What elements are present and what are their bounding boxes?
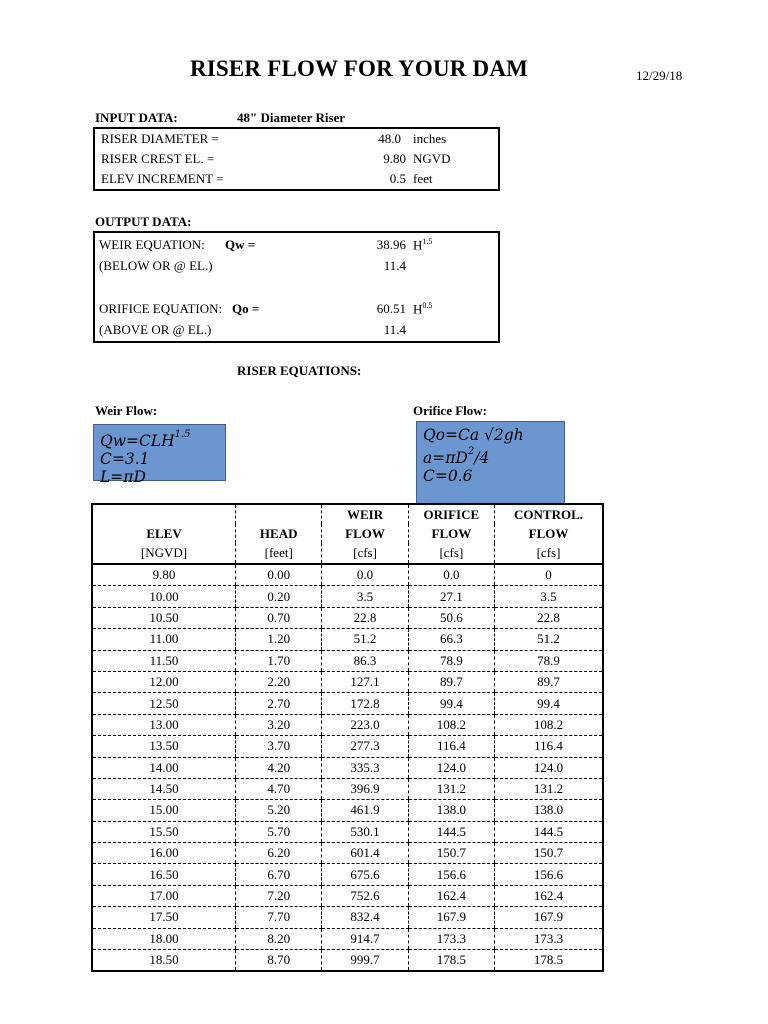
table-cell: 86.3 bbox=[322, 650, 408, 671]
table-cell: 2.70 bbox=[236, 693, 322, 714]
input-row-label: ELEV INCREMENT = bbox=[101, 171, 224, 186]
table-cell: 13.50 bbox=[92, 736, 236, 757]
table-cell: 14.50 bbox=[92, 778, 236, 799]
table-row bbox=[92, 778, 603, 799]
table-cell: 138.0 bbox=[408, 800, 494, 821]
orifice-formula-line: $a=\pi D^2/4$ bbox=[423, 446, 490, 468]
table-cell: ORIFICE bbox=[408, 504, 494, 524]
table-cell: 131.2 bbox=[408, 778, 494, 799]
table-cell: 162.4 bbox=[408, 885, 494, 906]
table-cell: 335.3 bbox=[322, 757, 408, 778]
table-cell: 0.20 bbox=[236, 586, 322, 607]
orifice-formula-line: C=0.6 bbox=[423, 467, 473, 486]
input-row-label: RISER DIAMETER = bbox=[101, 131, 219, 146]
table-row bbox=[92, 757, 603, 778]
table-cell: 10.00 bbox=[92, 586, 236, 607]
table-cell: 16.50 bbox=[92, 864, 236, 885]
weir-condition-label: (BELOW OR @ EL.) bbox=[99, 258, 213, 273]
table-row bbox=[92, 564, 603, 586]
table-cell: 0.0 bbox=[322, 564, 408, 586]
table-header-row bbox=[92, 524, 603, 543]
table-cell: 3.5 bbox=[495, 586, 603, 607]
table-cell: 99.4 bbox=[408, 693, 494, 714]
input-row-value: 0.5 bbox=[389, 171, 406, 186]
table-cell: 116.4 bbox=[495, 736, 603, 757]
table-cell: 50.6 bbox=[408, 607, 494, 628]
orifice-exponent-unit bbox=[413, 301, 432, 317]
weir-condition-value: 11.4 bbox=[383, 258, 406, 273]
table-cell: WEIR bbox=[322, 504, 408, 524]
table-cell: 15.00 bbox=[92, 800, 236, 821]
table-cell: 78.9 bbox=[495, 650, 603, 671]
weir-formula-exp: 1.5 bbox=[174, 429, 191, 440]
output-data-label: OUTPUT DATA: bbox=[95, 214, 192, 229]
table-cell: 6.70 bbox=[236, 864, 322, 885]
table-cell: 51.2 bbox=[322, 629, 408, 650]
table-cell: 9.80 bbox=[92, 564, 236, 586]
date-label: 12/29/18 bbox=[636, 68, 683, 83]
riser-equations-label: RISER EQUATIONS: bbox=[237, 363, 362, 378]
orifice-equation-label: ORIFICE EQUATION: bbox=[99, 301, 223, 316]
weir-formula-line: L=πD bbox=[100, 468, 146, 487]
table-cell: 1.70 bbox=[236, 650, 322, 671]
table-cell: 4.70 bbox=[236, 778, 322, 799]
orifice-flow-label: Orifice Flow: bbox=[413, 403, 487, 418]
table-cell: 144.5 bbox=[408, 821, 494, 842]
table-cell: 116.4 bbox=[408, 736, 494, 757]
table-cell: 2.20 bbox=[236, 671, 322, 692]
orifice-h: H bbox=[413, 301, 423, 317]
table-cell: 162.4 bbox=[495, 885, 603, 906]
table-cell: 601.4 bbox=[322, 843, 408, 864]
table-row bbox=[92, 800, 603, 821]
page-title: RISER FLOW FOR YOUR DAM bbox=[189, 56, 529, 81]
table-cell: 11.00 bbox=[92, 629, 236, 650]
table-cell: 178.5 bbox=[495, 950, 603, 972]
table-cell: 223.0 bbox=[322, 714, 408, 735]
table-cell: 89.7 bbox=[408, 671, 494, 692]
orifice-exponent: 0.5 bbox=[422, 301, 433, 310]
orifice-formula-line: Qo=Ca √2gh bbox=[423, 426, 524, 444]
table-cell: HEAD bbox=[236, 524, 322, 543]
table-units-row bbox=[92, 543, 603, 564]
weir-formula-box bbox=[93, 424, 226, 487]
table-cell: 12.00 bbox=[92, 671, 236, 692]
table-cell: 156.6 bbox=[408, 864, 494, 885]
table-cell: 172.8 bbox=[322, 693, 408, 714]
table-cell: 167.9 bbox=[495, 907, 603, 928]
table-cell: 675.6 bbox=[322, 864, 408, 885]
table-cell bbox=[236, 504, 322, 524]
input-subtitle: 48" Diameter Riser bbox=[237, 110, 346, 125]
table-cell: 108.2 bbox=[495, 714, 603, 735]
input-row-unit: inches bbox=[413, 131, 447, 146]
table-cell: 150.7 bbox=[408, 843, 494, 864]
table-row bbox=[92, 950, 603, 972]
table-cell: 150.7 bbox=[495, 843, 603, 864]
table-cell: 18.50 bbox=[92, 950, 236, 972]
table-cell: 156.6 bbox=[495, 864, 603, 885]
table-cell: 66.3 bbox=[408, 629, 494, 650]
table-cell: 0.0 bbox=[408, 564, 494, 586]
table-cell: [NGVD] bbox=[92, 543, 236, 564]
input-row-unit: NGVD bbox=[413, 151, 451, 166]
table-cell: 15.50 bbox=[92, 821, 236, 842]
table-row bbox=[92, 736, 603, 757]
table-cell: 752.6 bbox=[322, 885, 408, 906]
table-cell: 131.2 bbox=[495, 778, 603, 799]
orifice-equation-var: Qo = bbox=[232, 301, 260, 316]
orifice-condition-value: 11.4 bbox=[383, 322, 406, 337]
table-cell: 17.50 bbox=[92, 907, 236, 928]
table-cell: CONTROL. bbox=[495, 504, 603, 524]
table-cell: 144.5 bbox=[495, 821, 603, 842]
table-cell: 3.70 bbox=[236, 736, 322, 757]
table-cell: 22.8 bbox=[495, 607, 603, 628]
table-cell: 0 bbox=[495, 564, 603, 586]
table-row bbox=[92, 650, 603, 671]
table-cell: 17.00 bbox=[92, 885, 236, 906]
table-cell: 0.00 bbox=[236, 564, 322, 586]
table-cell: 530.1 bbox=[322, 821, 408, 842]
table-cell: 7.70 bbox=[236, 907, 322, 928]
table-cell: 78.9 bbox=[408, 650, 494, 671]
flow-table bbox=[91, 503, 604, 972]
table-row bbox=[92, 607, 603, 628]
table-row bbox=[92, 907, 603, 928]
table-cell: 999.7 bbox=[322, 950, 408, 972]
table-row bbox=[92, 671, 603, 692]
output-data-box bbox=[93, 231, 500, 343]
table-row bbox=[92, 821, 603, 842]
table-row bbox=[92, 843, 603, 864]
table-cell: 461.9 bbox=[322, 800, 408, 821]
table-cell: 11.50 bbox=[92, 650, 236, 671]
weir-exponent-unit bbox=[413, 237, 432, 253]
table-cell: 3.20 bbox=[236, 714, 322, 735]
table-cell: [cfs] bbox=[408, 543, 494, 564]
table-row bbox=[92, 586, 603, 607]
table-row bbox=[92, 864, 603, 885]
table-cell: 13.00 bbox=[92, 714, 236, 735]
input-row-value: 48.0 bbox=[378, 131, 401, 146]
table-cell: 89.7 bbox=[495, 671, 603, 692]
orifice-formula-box bbox=[416, 421, 565, 504]
table-cell: 3.5 bbox=[322, 586, 408, 607]
input-data-label: INPUT DATA: bbox=[95, 110, 178, 125]
orifice-formula-exp: 2 bbox=[467, 446, 475, 457]
table-cell: 124.0 bbox=[495, 757, 603, 778]
table-cell: 18.00 bbox=[92, 928, 236, 949]
table-cell: 6.20 bbox=[236, 843, 322, 864]
input-row-value: 9.80 bbox=[383, 151, 406, 166]
table-cell: 396.9 bbox=[322, 778, 408, 799]
table-header-row bbox=[92, 504, 603, 524]
input-data-box bbox=[93, 127, 500, 191]
table-cell: 173.3 bbox=[495, 928, 603, 949]
table-cell: FLOW bbox=[408, 524, 494, 543]
table-cell: 108.2 bbox=[408, 714, 494, 735]
weir-equation-var: Qw = bbox=[225, 237, 256, 252]
table-cell: ELEV bbox=[146, 526, 182, 541]
table-row bbox=[92, 629, 603, 650]
table-cell: 5.70 bbox=[236, 821, 322, 842]
input-row-unit: feet bbox=[413, 171, 433, 186]
table-cell: FLOW bbox=[495, 524, 603, 543]
table-cell: 914.7 bbox=[322, 928, 408, 949]
table-row bbox=[92, 928, 603, 949]
weir-flow-label: Weir Flow: bbox=[95, 403, 158, 418]
table-cell: 51.2 bbox=[495, 629, 603, 650]
table-cell: 832.4 bbox=[322, 907, 408, 928]
table-cell: 7.20 bbox=[236, 885, 322, 906]
table-cell: 16.00 bbox=[92, 843, 236, 864]
orifice-condition-label: (ABOVE OR @ EL.) bbox=[99, 322, 212, 337]
table-cell: 27.1 bbox=[408, 586, 494, 607]
weir-equation-label: WEIR EQUATION: bbox=[99, 237, 205, 252]
table-cell: 14.00 bbox=[92, 757, 236, 778]
weir-formula-line: C=3.1 bbox=[100, 450, 150, 469]
table-row bbox=[92, 693, 603, 714]
table-cell: 173.3 bbox=[408, 928, 494, 949]
table-cell: 8.70 bbox=[236, 950, 322, 972]
weir-h: H bbox=[413, 237, 423, 253]
table-cell: 124.0 bbox=[408, 757, 494, 778]
table-cell: 1.20 bbox=[236, 629, 322, 650]
table-cell: 167.9 bbox=[408, 907, 494, 928]
orifice-coefficient: 60.51 bbox=[376, 301, 406, 316]
table-cell: 10.50 bbox=[92, 607, 236, 628]
table-cell: 22.8 bbox=[322, 607, 408, 628]
table-row bbox=[92, 885, 603, 906]
table-cell: 4.20 bbox=[236, 757, 322, 778]
weir-formula-line: $Qw=CLH^{1.5}$ bbox=[100, 429, 191, 451]
table-row bbox=[92, 714, 603, 735]
table-cell: 178.5 bbox=[408, 950, 494, 972]
table-cell: [cfs] bbox=[495, 543, 603, 564]
table-cell: 0.70 bbox=[236, 607, 322, 628]
table-cell: 5.20 bbox=[236, 800, 322, 821]
table-cell: 138.0 bbox=[495, 800, 603, 821]
table-cell bbox=[92, 504, 236, 524]
weir-exponent: 1.5 bbox=[422, 237, 433, 246]
weir-coefficient: 38.96 bbox=[376, 237, 406, 252]
table-cell: [cfs] bbox=[322, 543, 408, 564]
table-cell: 99.4 bbox=[495, 693, 603, 714]
table-cell: 127.1 bbox=[322, 671, 408, 692]
table-cell: 12.50 bbox=[92, 693, 236, 714]
table-cell: 277.3 bbox=[322, 736, 408, 757]
table-cell: [feet] bbox=[236, 543, 322, 564]
input-row-label: RISER CREST EL. = bbox=[101, 151, 215, 166]
table-cell: 8.20 bbox=[236, 928, 322, 949]
table-cell: FLOW bbox=[322, 524, 408, 543]
